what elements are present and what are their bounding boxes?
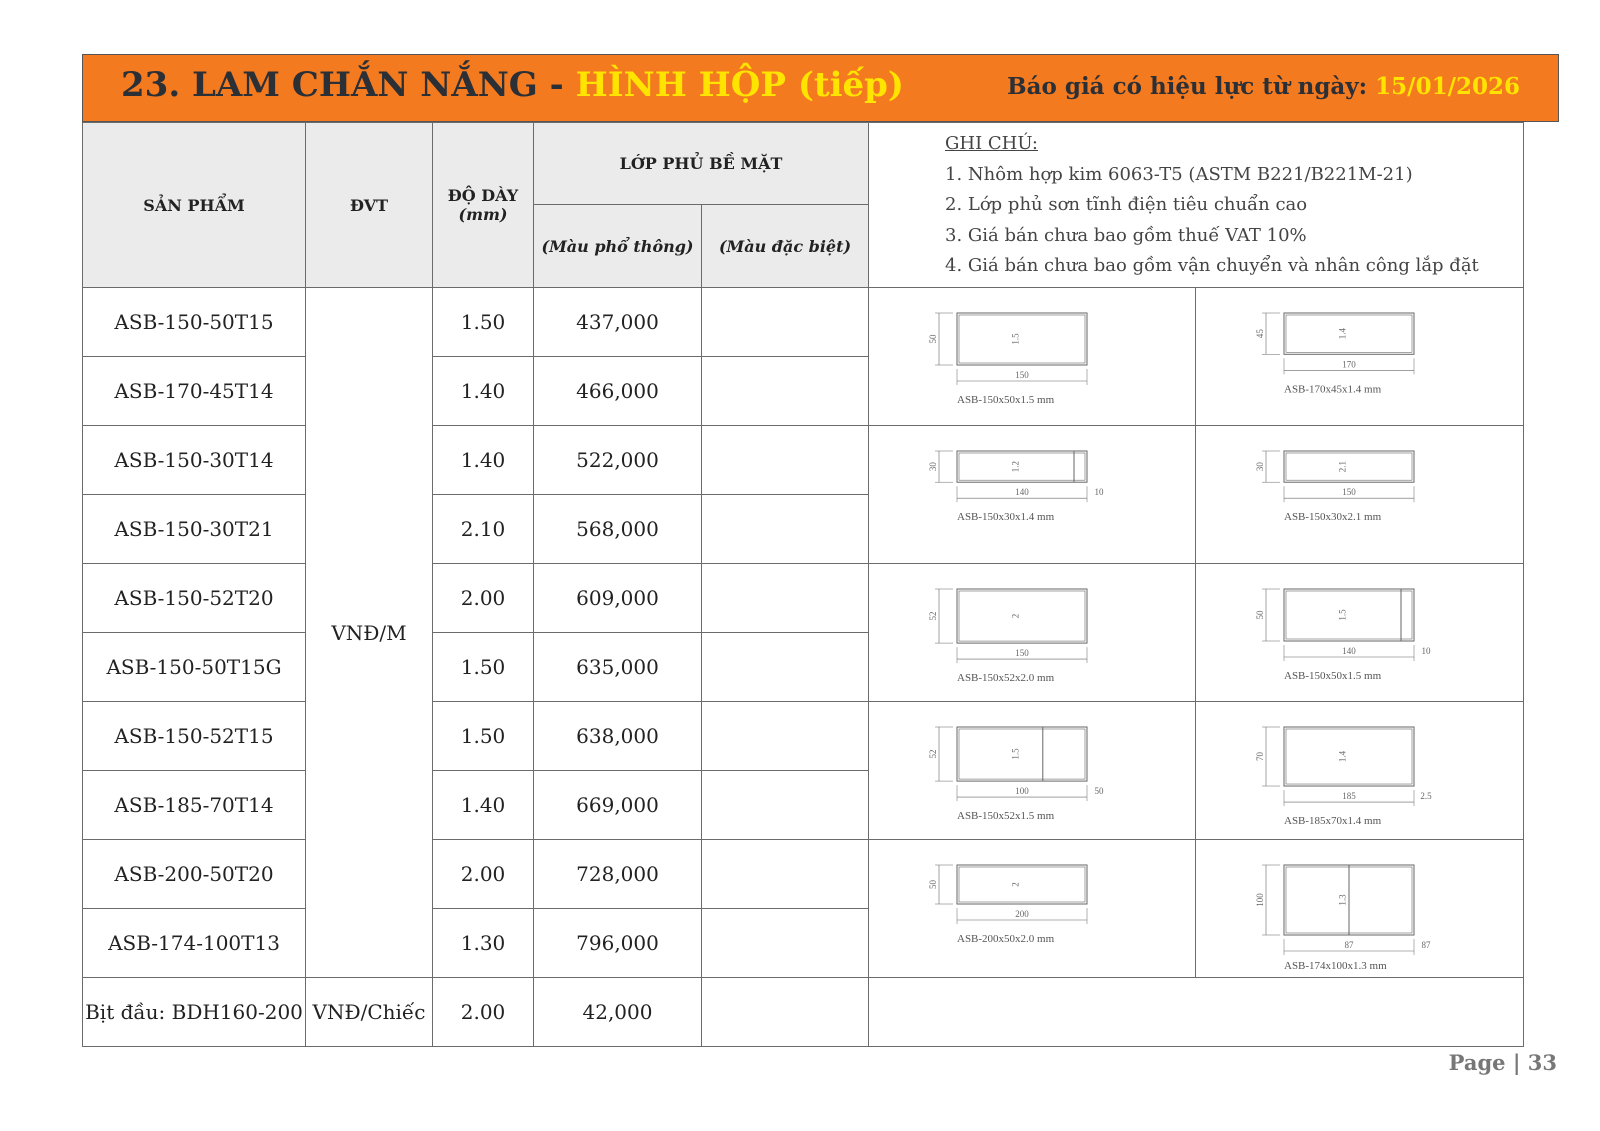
height-dim: 50 (928, 334, 938, 343)
section-title (121, 65, 904, 105)
side-dim: 10 (1094, 486, 1104, 497)
price-special-cell (702, 909, 869, 978)
price-common-cell: 638,000 (534, 702, 702, 771)
unit-cell: VNĐ/Chiếc (306, 978, 433, 1047)
product-code: ASB-150-50T15G (83, 633, 306, 702)
height-dim: 52 (928, 749, 938, 759)
drawing-caption: ASB-200x50x2.0 mm (957, 932, 1055, 945)
profile-inner (959, 315, 1085, 363)
section-number: 23. (121, 65, 181, 105)
product-code: ASB-200-50T20 (83, 840, 306, 909)
width-dim: 100 (1015, 785, 1029, 796)
price-special-cell (702, 564, 869, 633)
note-item: 3. Giá bán chưa bao gồm thuế VAT 10% (945, 224, 1307, 246)
width-dim: 140 (1015, 486, 1029, 497)
profile-outer (957, 589, 1087, 643)
thickness-cell: 1.40 (433, 426, 534, 495)
profile-inner (1286, 729, 1412, 784)
empty-drawing-cell (869, 978, 1524, 1047)
profile-inner (959, 729, 1085, 779)
product-code: ASB-150-30T21 (83, 495, 306, 564)
price-common-cell: 42,000 (534, 978, 702, 1047)
thickness-label: ĐỘ DÀY (447, 186, 519, 205)
note-item: 2. Lớp phủ sơn tĩnh điện tiêu chuẩn cao (945, 194, 1308, 215)
side-dim: 2.5 (1420, 790, 1432, 801)
drawing-caption: ASB-185x70x1.4 mm (1284, 814, 1382, 827)
unit-cell: VNĐ/M (306, 288, 433, 978)
profile-outer (1284, 313, 1414, 354)
price-common-cell: 522,000 (534, 426, 702, 495)
profile-drawing (869, 426, 1196, 564)
page-number: Page | 33 (1448, 1050, 1557, 1075)
thickness-unit: (mm) (458, 205, 508, 224)
notes-block (869, 123, 1524, 288)
thickness-dim: 1.4 (1337, 327, 1348, 339)
thickness-cell: 2.10 (433, 495, 534, 564)
height-dim: 50 (928, 879, 938, 889)
price-special-cell (702, 840, 869, 909)
drawing-caption: ASB-150x30x1.4 mm (957, 510, 1055, 523)
width-dim: 150 (1015, 647, 1029, 658)
height-dim: 50 (1255, 610, 1265, 619)
profile-inner (1286, 591, 1412, 639)
height-dim: 45 (1255, 328, 1265, 338)
header-color-common: (Màu phổ thông) (534, 205, 702, 288)
cross-section-svg (1196, 289, 1521, 425)
profile-inner (959, 867, 1085, 902)
price-common-cell: 437,000 (534, 288, 702, 357)
product-code: ASB-150-52T15 (83, 702, 306, 771)
product-code: ASB-150-50T15 (83, 288, 306, 357)
profile-outer (1284, 451, 1414, 482)
thickness-dim: 1.3 (1337, 893, 1348, 906)
height-dim: 70 (1255, 751, 1265, 761)
profile-drawing (1196, 426, 1524, 564)
profile-drawing (1196, 564, 1524, 702)
price-special-cell (702, 633, 869, 702)
profile-inner (1286, 315, 1412, 352)
height-dim: 30 (928, 461, 938, 471)
thickness-cell: 2.00 (433, 978, 534, 1047)
cross-section-svg (1196, 703, 1521, 839)
width-dim: 140 (1342, 645, 1356, 656)
width-dim: 87 (1344, 939, 1354, 950)
header-coating: LỚP PHỦ BỀ MẶT (534, 123, 869, 205)
profile-outer (1284, 589, 1414, 641)
product-code: Bịt đầu: BDH160-200 (83, 978, 306, 1047)
profile-drawing (869, 564, 1196, 702)
profile-drawing (1196, 702, 1524, 840)
price-special-cell (702, 495, 869, 564)
product-code: ASB-170-45T14 (83, 357, 306, 426)
thickness-cell: 1.30 (433, 909, 534, 978)
width-dim: 185 (1342, 790, 1356, 801)
price-special-cell (702, 426, 869, 495)
table-row (83, 288, 1524, 357)
drawing-caption: ASB-170x45x1.4 mm (1284, 382, 1382, 395)
cross-section-svg (869, 565, 1194, 701)
profile-inner (959, 591, 1085, 641)
title-main: LAM CHẮN NẮNG - (192, 65, 564, 105)
thickness-dim: 1.5 (1010, 332, 1021, 345)
price-common-cell: 669,000 (534, 771, 702, 840)
table-row (83, 840, 1524, 909)
price-common-cell: 609,000 (534, 564, 702, 633)
drawing-caption: ASB-150x30x2.1 mm (1284, 510, 1382, 523)
cross-section-svg (869, 703, 1194, 839)
cross-section-svg (869, 841, 1194, 977)
header-product: SẢN PHẨM (83, 123, 306, 288)
product-code: ASB-150-30T14 (83, 426, 306, 495)
cross-section-svg (1196, 565, 1521, 701)
price-special-cell (702, 288, 869, 357)
table-row (83, 426, 1524, 495)
drawing-caption: ASB-150x50x1.5 mm (1284, 669, 1382, 682)
drawing-caption: ASB-150x50x1.5 mm (957, 393, 1055, 406)
profile-drawing (1196, 288, 1524, 426)
profile-drawing (1196, 840, 1524, 978)
product-code: ASB-174-100T13 (83, 909, 306, 978)
thickness-dim: 1.5 (1337, 608, 1348, 621)
title-highlight: HÌNH HỘP (tiếp) (575, 65, 905, 105)
drawing-caption: ASB-174x100x1.3 mm (1284, 959, 1387, 972)
profile-inner (1286, 453, 1412, 480)
validity-info (1007, 73, 1520, 100)
thickness-dim: 2.1 (1337, 460, 1348, 472)
profile-outer (957, 451, 1087, 482)
price-special-cell (702, 978, 869, 1047)
price-special-cell (702, 771, 869, 840)
height-dim: 30 (1255, 461, 1265, 471)
thickness-cell: 1.50 (433, 633, 534, 702)
thickness-cell: 1.40 (433, 357, 534, 426)
price-common-cell: 728,000 (534, 840, 702, 909)
price-common-cell: 796,000 (534, 909, 702, 978)
table-row (83, 978, 1524, 1047)
width-dim: 170 (1342, 358, 1356, 369)
validity-date: 15/01/2026 (1375, 73, 1520, 100)
thickness-dim: 2 (1010, 881, 1021, 887)
cross-section-svg (869, 289, 1194, 425)
profile-drawing (869, 840, 1196, 978)
header-unit: ĐVT (306, 123, 433, 288)
drawing-caption: ASB-150x52x1.5 mm (957, 809, 1055, 822)
cross-section-svg (869, 427, 1194, 563)
height-dim: 100 (1255, 892, 1265, 907)
profile-drawing (869, 288, 1196, 426)
thickness-dim: 2 (1010, 613, 1021, 618)
thickness-dim: 1.4 (1337, 750, 1348, 762)
table-row (83, 564, 1524, 633)
price-common-cell: 466,000 (534, 357, 702, 426)
profile-outer (957, 727, 1087, 781)
profile-drawing (869, 702, 1196, 840)
profile-inner (959, 453, 1085, 480)
profile-outer (957, 865, 1087, 904)
thickness-cell: 1.40 (433, 771, 534, 840)
product-code: ASB-185-70T14 (83, 771, 306, 840)
table-row (83, 702, 1524, 771)
profile-outer (957, 313, 1087, 365)
thickness-cell: 1.50 (433, 288, 534, 357)
validity-label: Báo giá có hiệu lực từ ngày: (1007, 73, 1368, 100)
price-table (82, 122, 1524, 1047)
profile-outer (1284, 727, 1414, 786)
product-code: ASB-150-52T20 (83, 564, 306, 633)
notes-title: GHI CHÚ: (945, 133, 1038, 154)
side-dim: 50 (1094, 785, 1104, 796)
side-dim: 87 (1421, 939, 1431, 950)
header-thickness (433, 123, 534, 288)
thickness-dim: 1.5 (1010, 747, 1021, 760)
width-dim: 150 (1342, 486, 1356, 497)
section-header (82, 54, 1559, 122)
side-dim: 10 (1421, 645, 1431, 656)
thickness-cell: 1.50 (433, 702, 534, 771)
drawing-caption: ASB-150x52x2.0 mm (957, 671, 1055, 684)
price-common-cell: 568,000 (534, 495, 702, 564)
width-dim: 200 (1015, 908, 1029, 919)
note-item: 1. Nhôm hợp kim 6063-T5 (ASTM B221/B221M-21) (945, 163, 1413, 185)
thickness-cell: 2.00 (433, 564, 534, 633)
note-item: 4. Giá bán chưa bao gồm vận chuyển và nhân công lắp đặt (945, 255, 1479, 276)
width-dim: 150 (1015, 369, 1029, 380)
header-color-special: (Màu đặc biệt) (702, 205, 869, 288)
price-special-cell (702, 702, 869, 771)
price-common-cell: 635,000 (534, 633, 702, 702)
price-special-cell (702, 357, 869, 426)
thickness-cell: 2.00 (433, 840, 534, 909)
height-dim: 52 (928, 611, 938, 621)
cross-section-svg (1196, 427, 1521, 563)
thickness-dim: 1.2 (1010, 460, 1021, 472)
cross-section-svg (1196, 841, 1521, 977)
